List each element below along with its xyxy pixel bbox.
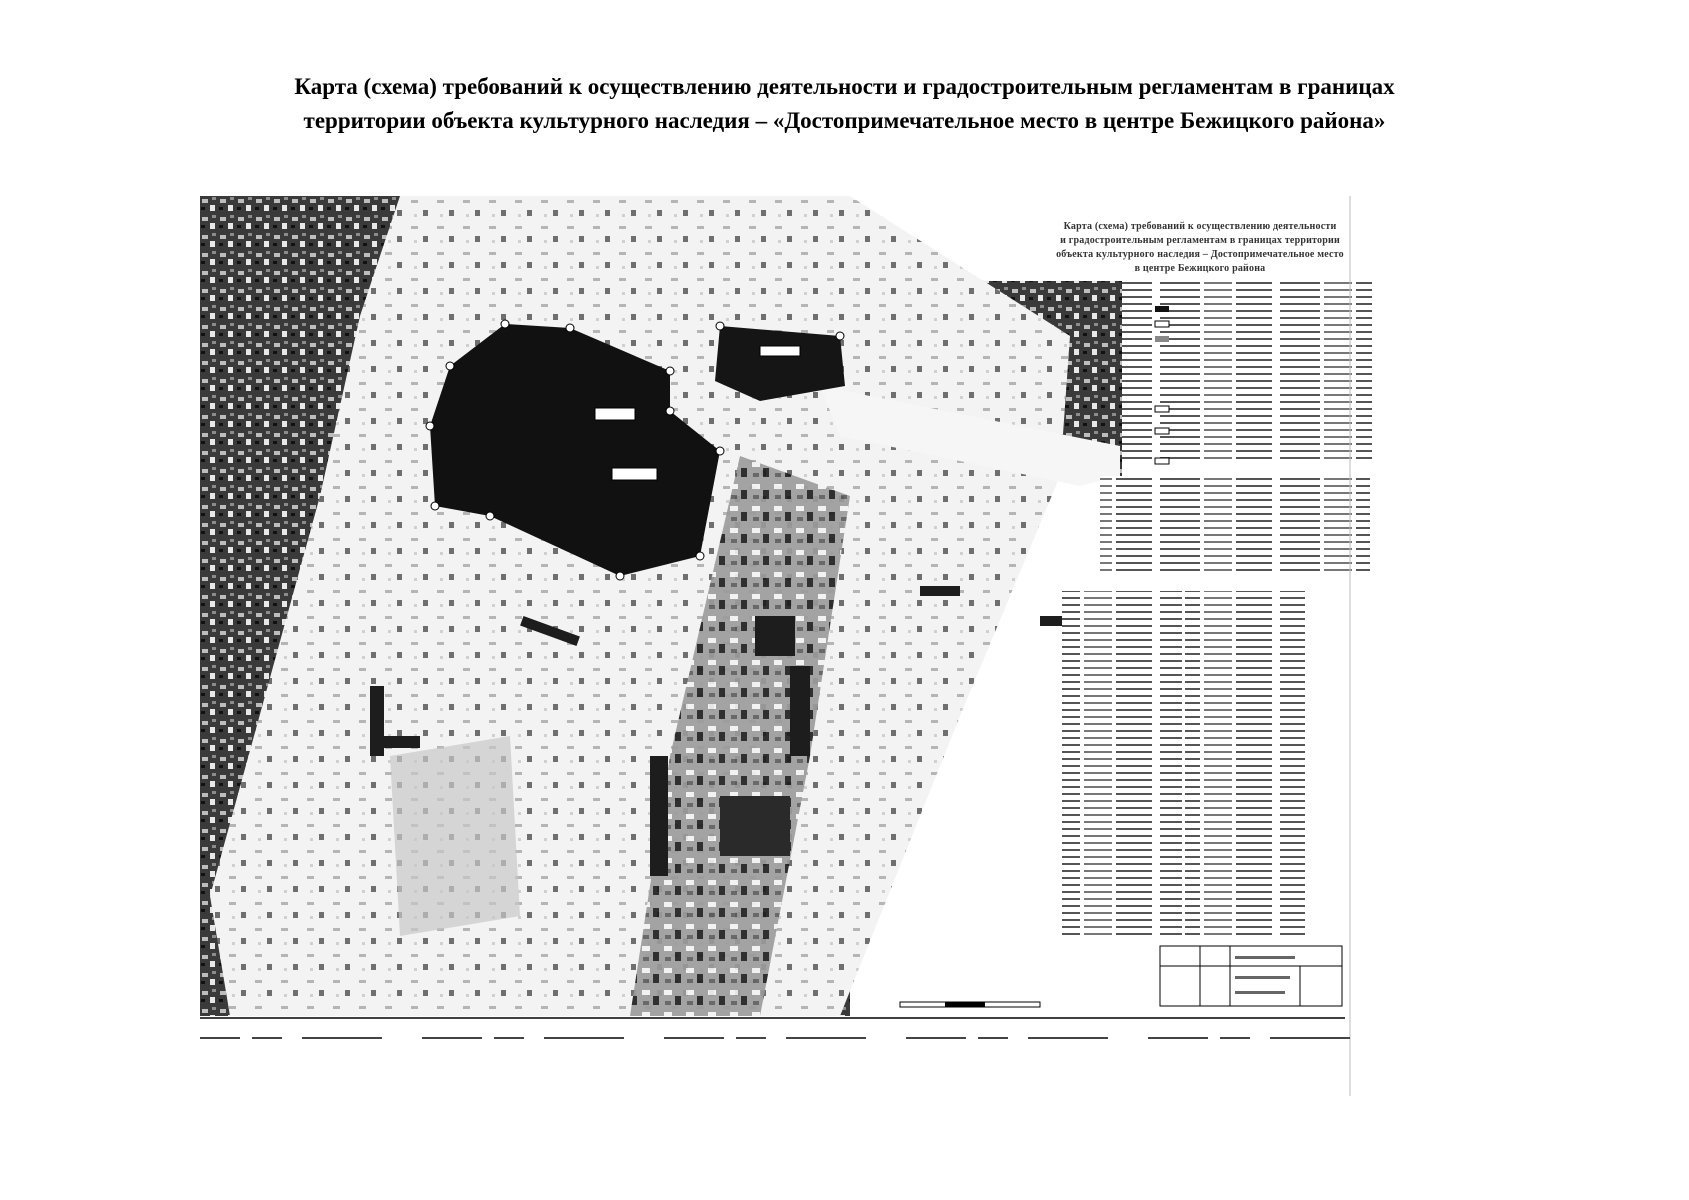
- regulations-text-right: [1185, 591, 1305, 936]
- vegetation-patch: [390, 736, 520, 936]
- page-title-line-1: Карта (схема) требований к осуществлению деятельности и градостроительным регламентам в границах: [294, 74, 1395, 99]
- map-sheet-title-line-4: в центре Бежицкого района: [1134, 263, 1266, 274]
- map-sheet-title: [960, 220, 1440, 276]
- map-sheet-title-line-3: объекта культурного наследия – Достопримечательное место: [1056, 249, 1344, 260]
- page-title-line-2: территории объекта культурного наследия – «Достопримечательное место в центре Бежицкого района»: [303, 108, 1386, 133]
- page-title: [100, 70, 1589, 138]
- label-box-1: [595, 408, 635, 420]
- label-box-3: [760, 346, 800, 356]
- legend-text-block-2: [1100, 476, 1370, 576]
- scale-bar: [900, 1002, 1040, 1007]
- map-sheet-title-line-2: и градостроительным регламентам в границах территории: [1060, 235, 1340, 246]
- label-box-2: [612, 468, 657, 480]
- regulations-text-left: [1062, 591, 1182, 936]
- map-sheet-title-line-1: Карта (схема) требований к осуществлению деятельности: [1063, 221, 1337, 232]
- map-sheet: [200, 196, 1480, 1114]
- map-drawing: [200, 196, 1480, 1114]
- title-block-stamp: [1160, 946, 1342, 1006]
